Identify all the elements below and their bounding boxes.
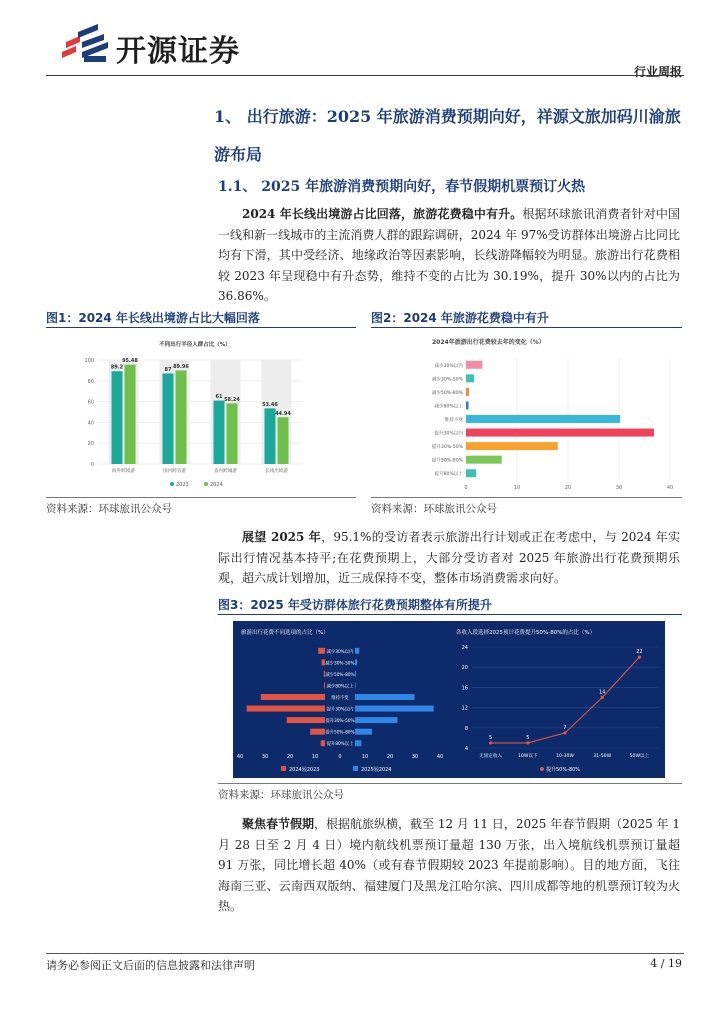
bar — [466, 429, 654, 437]
x-tick-label: 40 — [666, 485, 674, 491]
category-label: 提升30%-50% — [325, 719, 355, 725]
bar — [265, 408, 276, 464]
bar — [214, 401, 225, 464]
y-tick-label: 100 — [84, 358, 94, 364]
figure-2-source-rule — [371, 497, 682, 498]
bar — [278, 417, 289, 464]
bar-right — [355, 682, 356, 688]
y-tick-label: 减少80%以上 — [434, 404, 463, 410]
y-tick-label: 16 — [461, 685, 468, 692]
data-label: 7 — [563, 724, 567, 731]
x-tick-label: 31-50W — [593, 754, 612, 759]
paragraph-1 — [218, 204, 680, 307]
bar — [227, 403, 238, 464]
header-divider — [46, 75, 684, 76]
figure-2-rule — [371, 327, 682, 328]
y-tick-label: 维持不变 — [444, 418, 463, 423]
paragraph-2-lead: 展望 2025 年 — [242, 530, 322, 544]
bar-right — [355, 648, 359, 654]
data-label: 87 — [164, 367, 172, 374]
figure-1-title: 图1：2024 年长线出境游占比大幅回落 — [46, 311, 260, 325]
bar — [466, 469, 476, 477]
category-label: 提升80%以上 — [326, 742, 354, 748]
figure-3-title: 图3：2025 年受访群体旅行花费预期整体有所提升 — [218, 598, 492, 612]
bar-right — [355, 729, 372, 735]
legend-label: 2024较2023 — [289, 767, 320, 773]
category-label: 减少30%-50% — [325, 661, 355, 667]
bar-left — [321, 740, 325, 746]
x-tick-label: 10 — [513, 485, 521, 491]
y-tick-label: 提升30%以内 — [434, 431, 463, 437]
y-tick-label: 20 — [461, 665, 468, 672]
footer-divider — [46, 953, 684, 954]
footer-disclaimer: 请务必参阅正文后面的信息披露和法律声明 — [46, 959, 255, 972]
figure-2-title: 图2：2024 年旅游花费稳中有升 — [371, 311, 549, 325]
bar-left — [261, 694, 325, 700]
legend-label: 2025较2024 — [361, 767, 392, 773]
data-point — [638, 656, 641, 659]
y-tick-label: 4 — [464, 746, 468, 752]
y-tick-label: 0 — [90, 462, 94, 468]
brand-name: 开源证券 — [116, 34, 240, 69]
bar-right — [355, 694, 415, 700]
category-label: 减少30%以内 — [326, 649, 354, 655]
bar-left — [324, 682, 325, 688]
bar-left — [318, 648, 325, 654]
bar — [163, 374, 174, 464]
y-tick-label: 20 — [87, 441, 94, 448]
figure-1-rule — [46, 327, 356, 328]
chart-spend-change-2024 — [380, 330, 680, 495]
y-tick-label: 减少30%-50% — [431, 377, 463, 383]
x-tick-label: 30 — [261, 754, 269, 760]
data-label: 44.94 — [275, 410, 291, 417]
category-label: 提升50%-80% — [325, 730, 355, 736]
legend-marker — [353, 766, 358, 771]
bar-left — [247, 706, 325, 712]
figure-2-source: 资料来源：环球旅讯公众号 — [371, 503, 497, 515]
data-label: 95.48 — [122, 358, 138, 365]
x-tick-label: 10 — [311, 754, 319, 760]
figure-1-source: 资料来源：环球旅讯公众号 — [46, 503, 172, 515]
x-tick-label: 20 — [286, 754, 294, 760]
page-number: 4 / 19 — [650, 957, 682, 970]
y-tick-label: 提升50%-80% — [431, 458, 463, 464]
legend-marker — [170, 482, 174, 486]
x-tick-label: 30 — [615, 485, 623, 491]
data-point — [601, 696, 604, 699]
x-tick-label: 0 — [464, 485, 468, 491]
x-tick-label: 海外跨境游 — [112, 469, 135, 474]
bar-right — [355, 659, 357, 665]
x-tick-label: 10 — [361, 754, 369, 760]
bar — [466, 374, 474, 382]
legend-label: 2024 — [210, 482, 223, 488]
figure-1-source-rule — [46, 497, 356, 498]
x-tick-label: 国内跨省游 — [163, 469, 186, 474]
bar — [466, 442, 558, 450]
bar — [466, 456, 502, 464]
x-tick-label: 无固定收入 — [479, 754, 503, 759]
bar-right — [355, 717, 398, 723]
paragraph-1-body: 根据环球旅讯消费者针对中国一线和新一线城市的主流消费人群的跟踪调研，2024 年 97%受访群体出境游占比同比均有下滑，其中受经济、地缘政治等因素影响，长线游降幅较为明显。旅游出行花费相较 2023 年呈现稳中有升态势，维持不变的占比为 30.19%，提升 30%以内的占比为 36.86%。 — [218, 207, 680, 303]
figure-3-source: 资料来源：环球旅讯公众号 — [218, 789, 344, 801]
category-label: 减少80%以上 — [326, 684, 354, 690]
y-tick-label: 80 — [87, 378, 94, 385]
legend-label: 提升50%-80% — [546, 767, 581, 773]
data-label: 22 — [636, 649, 643, 656]
y-tick-label: 减少30%以内 — [434, 363, 463, 369]
y-tick-label: 24 — [461, 645, 468, 651]
data-label: 5 — [489, 734, 493, 741]
x-tick-label: 长线出境游 — [265, 469, 288, 474]
figure-3-source-rule — [218, 783, 682, 784]
bar — [125, 365, 136, 464]
bar — [466, 388, 469, 396]
data-point — [563, 731, 566, 734]
y-tick-label: 40 — [87, 420, 94, 427]
category-label: 维持不变 — [331, 696, 349, 701]
chart-title: 2024年旅游出行花费较去年的变化（%） — [432, 339, 545, 346]
y-tick-label: 60 — [87, 399, 94, 406]
data-label: 61 — [215, 394, 223, 401]
x-tick-label: 20 — [386, 754, 394, 760]
x-tick-label: 0 — [338, 754, 342, 760]
category-label: 减少50%-80% — [325, 672, 355, 678]
data-label: 89.96 — [173, 363, 189, 370]
x-tick-label: 省内跨城游 — [214, 469, 237, 474]
section-heading: 1、 出行旅游：2025 年旅游消费预期向好，祥源文旅加码川渝旅游布局 — [214, 107, 681, 164]
y-tick-label: 减少50%-80% — [431, 390, 463, 396]
bar — [466, 401, 469, 409]
paragraph-2-body: ，95.1%的受访者表示旅游出行计划或正在考虑中，与 2024 年实际出行情况基本持平;在花费预期上，大部分受访者对 2025 年旅游出行花费预期乐观，超六成计划增加，近三成保持不变，整体市场消费需求向好。 — [218, 530, 680, 585]
bar-right — [355, 740, 361, 746]
paragraph-3 — [218, 814, 680, 917]
data-label: 58.24 — [224, 396, 240, 403]
brand-logo-icon — [58, 22, 118, 66]
bar — [466, 415, 620, 423]
chart-title: 各收入段选择2025预计花费提升50%-80%的占比（%） — [456, 630, 596, 636]
bar-right — [355, 671, 356, 677]
paragraph-2 — [218, 527, 680, 589]
data-label: 14 — [599, 689, 606, 696]
bar-left — [310, 729, 325, 735]
chart-spend-options — [233, 621, 448, 778]
chart-income-line — [450, 621, 665, 778]
bar-left — [287, 717, 325, 723]
subsection-heading: 1.1、 2025 年旅游消费预期向好，春节假期机票预订火热 — [218, 179, 586, 195]
y-tick-label: 提升80%以上 — [434, 472, 463, 478]
y-tick-label: 12 — [461, 705, 468, 712]
legend-marker — [281, 766, 286, 771]
x-tick-label: 40 — [436, 754, 444, 760]
data-point — [526, 741, 529, 744]
x-tick-label: 10-30W — [556, 754, 574, 759]
x-tick-label: 10W以下 — [518, 754, 538, 759]
x-tick-label: 30 — [411, 754, 419, 760]
paragraph-3-body: ，根据航旅纵横，截至 12 月 11 日，2025 年春节假期（2025 年 1 月 28 日至 2 月 4 日）境内航线机票预订量超 130 万张，出入境航线机票预订量超 91 万张，同比增长超 40%（或有春节假期较 2023 年提前影响）。目的地方面，飞往海南三亚、云南西双版纳、福建厦门及黑龙江哈尔滨、四川成都等地的机票预订较为火热。 — [218, 817, 680, 913]
y-tick-label: 8 — [464, 725, 468, 732]
data-label: 5 — [526, 734, 530, 741]
chart-travel-radius — [80, 336, 310, 492]
data-point — [489, 741, 492, 744]
report-type: 行业周报 — [633, 65, 682, 79]
x-tick-label: 40 — [236, 754, 244, 760]
legend-marker — [540, 767, 544, 771]
chart-title: 旅游出行花费不同选项的占比（%） — [241, 630, 329, 636]
legend-marker — [204, 482, 208, 486]
y-tick-label: 提升30%-50% — [431, 445, 463, 451]
paragraph-1-lead: 2024 年长线出境游占比回落，旅游花费稳中有升。 — [242, 207, 523, 221]
x-tick-label: 20 — [564, 485, 572, 491]
bar — [112, 371, 123, 464]
chart-title: 不同出行半径人群占比（%） — [159, 342, 231, 348]
x-tick-label: 50W以上 — [629, 754, 650, 759]
bar-right — [355, 706, 434, 712]
bar — [176, 370, 187, 464]
data-label: 89.2 — [110, 364, 124, 371]
legend-label: 2023 — [176, 482, 189, 488]
figure-3-rule — [218, 614, 682, 615]
bar — [466, 361, 482, 369]
paragraph-3-lead: 聚焦春节假期 — [242, 817, 315, 831]
data-label: 53.46 — [262, 401, 278, 408]
category-label: 提升30%以内 — [326, 707, 354, 713]
